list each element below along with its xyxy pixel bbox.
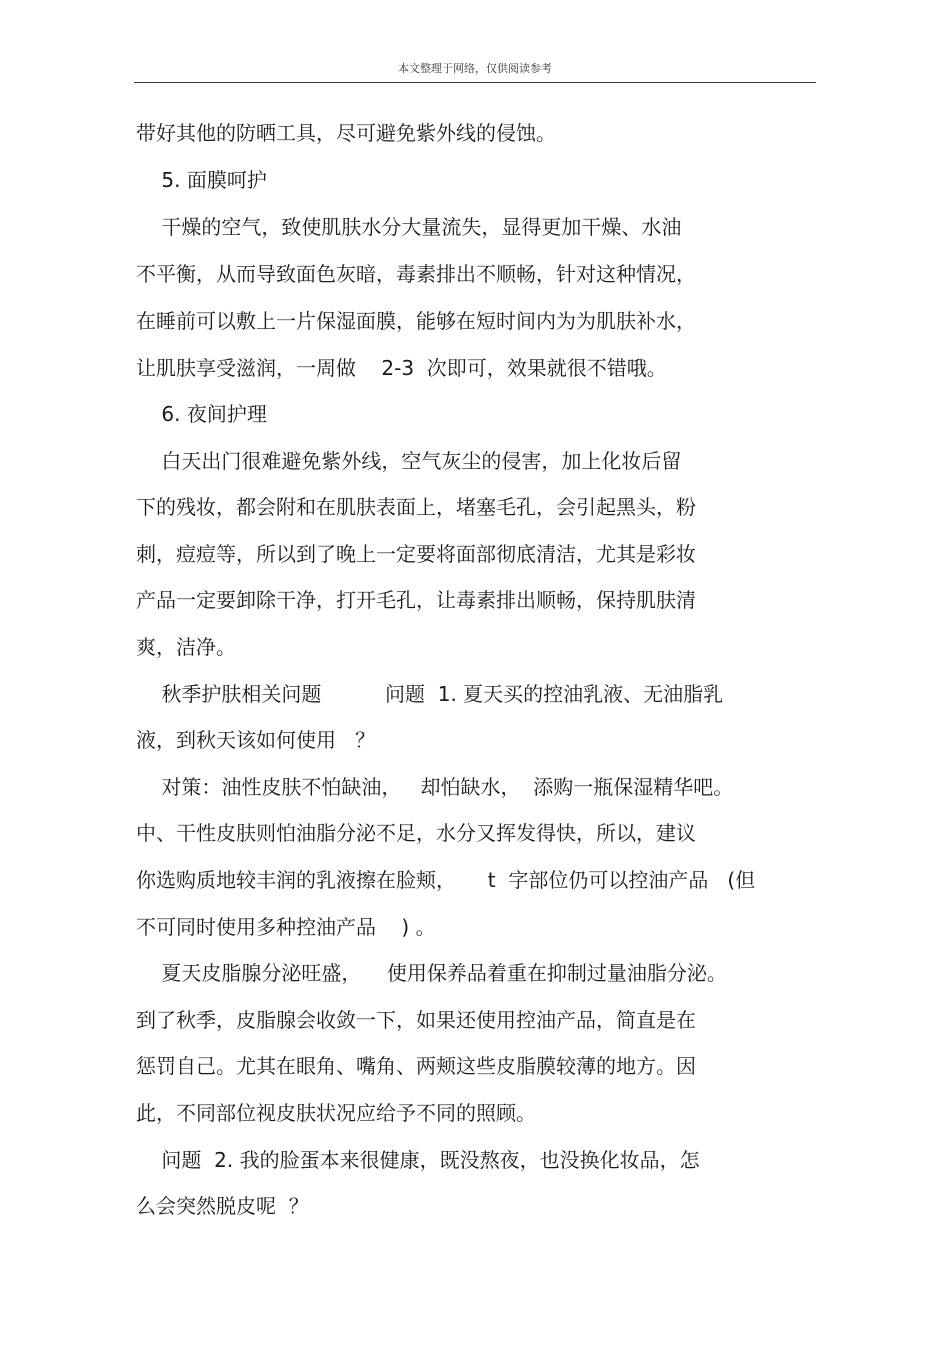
text-line: 下的残妆，都会附和在肌肤表面上，堵塞毛孔，会引起黑头，粉: [136, 495, 696, 519]
text-line: 刺，痘痘等，所以到了晚上一定要将面部彻底清洁，尤其是彩妆: [136, 542, 696, 566]
text-line: 白天出门很难避免紫外线，空气灰尘的侵害，加上化妆后留: [136, 449, 682, 473]
page-header: [134, 58, 816, 83]
text-line: 到了秋季，皮脂腺会收敛一下，如果还使用控油产品，简直是在: [136, 1008, 696, 1032]
section-heading: 5. 面膜呵护: [136, 168, 267, 192]
text-line: 让肌肤享受滋润，一周做 2-3 次即可，效果就很不错哦。: [136, 356, 667, 380]
text-line: 此，不同部位视皮肤状况应给予不同的照顾。: [136, 1101, 536, 1125]
text-line: 么会突然脱皮呢 ？: [136, 1194, 309, 1218]
text-line: 不平衡，从而导致面色灰暗，毒素排出不顺畅，针对这种情况，: [136, 262, 696, 286]
text-line: 夏天皮脂腺分泌旺盛， 使用保养品着重在抑制过量油脂分泌。: [136, 961, 727, 985]
text-line: 液，到秋天该如何使用 ？: [136, 728, 376, 752]
text-line: 秋季护肤相关问题 问题 1. 夏天买的控油乳液、无油脂乳: [136, 682, 724, 706]
header-note: 本文整理于网络，仅供阅读参考: [398, 62, 552, 75]
text-line: 爽，洁净。: [136, 635, 236, 659]
text-line: 干燥的空气，致使肌肤水分大量流失，显得更加干燥、水油: [136, 215, 682, 239]
text-line: 中、干性皮肤则怕油脂分泌不足，水分又挥发得快，所以，建议: [136, 821, 696, 845]
text-line: 在睡前可以敷上一片保湿面膜，能够在短时间内为为肌肤补水，: [136, 309, 696, 333]
text-line: 对策：油性皮肤不怕缺油， 却怕缺水， 添购一瓶保湿精华吧。: [136, 775, 734, 799]
text-line: 惩罚自己。尤其在眼角、嘴角、两颊这些皮脂膜较薄的地方。因: [136, 1054, 696, 1078]
text-line: 产品一定要卸除干净，打开毛孔，让毒素排出顺畅，保持肌肤清: [136, 588, 696, 612]
text-line: 你选购质地较丰润的乳液擦在脸颊， t 字部位仍可以控油产品 (但: [136, 868, 756, 892]
section-heading: 6. 夜间护理: [136, 402, 267, 426]
text-line: 问题 2. 我的脸蛋本来很健康，既没熬夜，也没换化妆品，怎: [136, 1148, 700, 1172]
text-line: 不可同时使用多种控油产品 ) 。: [136, 915, 436, 939]
text-line: 带好其他的防晒工具，尽可避免紫外线的侵蚀。: [136, 121, 556, 145]
